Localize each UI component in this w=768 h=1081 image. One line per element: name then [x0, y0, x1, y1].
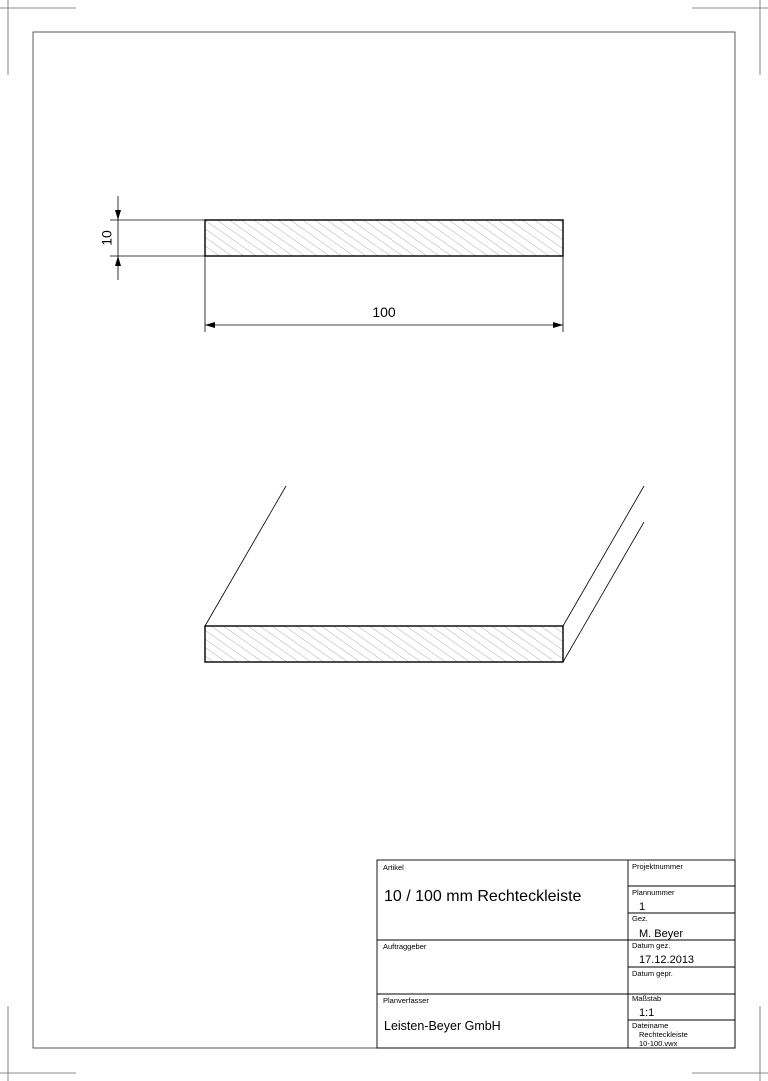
- width-dimension-label: 100: [372, 304, 396, 320]
- dateiname-line2: 10-100.vwx: [639, 1039, 678, 1048]
- datum-gez-value: 17.12.2013: [639, 954, 695, 966]
- height-dimension: [110, 196, 205, 280]
- planverfasser-value: Leisten-Beyer GmbH: [384, 1019, 501, 1033]
- artikel-value: 10 / 100 mm Rechteckleiste: [384, 888, 582, 905]
- height-dimension-label: 10: [98, 230, 115, 246]
- datum-gez-label: Datum gez.: [632, 941, 671, 950]
- massstab-label: Maßstab: [632, 994, 662, 1003]
- width-dimension: [205, 256, 563, 332]
- dateiname-line1: Rechteckleiste: [639, 1030, 688, 1039]
- massstab-value: 1:1: [639, 1007, 655, 1019]
- gez-label: Gez.: [632, 914, 648, 923]
- plannummer-label: Plannummer: [632, 888, 675, 897]
- plannummer-value: 1: [639, 901, 646, 913]
- section-view: [99, 196, 563, 332]
- dateiname-label: Dateiname: [632, 1021, 669, 1030]
- auftraggeber-label: Auftraggeber: [383, 942, 427, 951]
- perspective-front-face: [205, 626, 563, 662]
- perspective-view: [205, 486, 644, 662]
- datum-gepr-label: Datum gepr.: [632, 969, 673, 978]
- title-block: [377, 860, 735, 1048]
- planverfasser-label: Planverfasser: [383, 996, 429, 1005]
- section-hatch: [205, 220, 563, 256]
- gez-value: M. Beyer: [639, 928, 684, 940]
- artikel-label: Artikel: [383, 863, 404, 872]
- projektnummer-label: Projektnummer: [632, 862, 683, 871]
